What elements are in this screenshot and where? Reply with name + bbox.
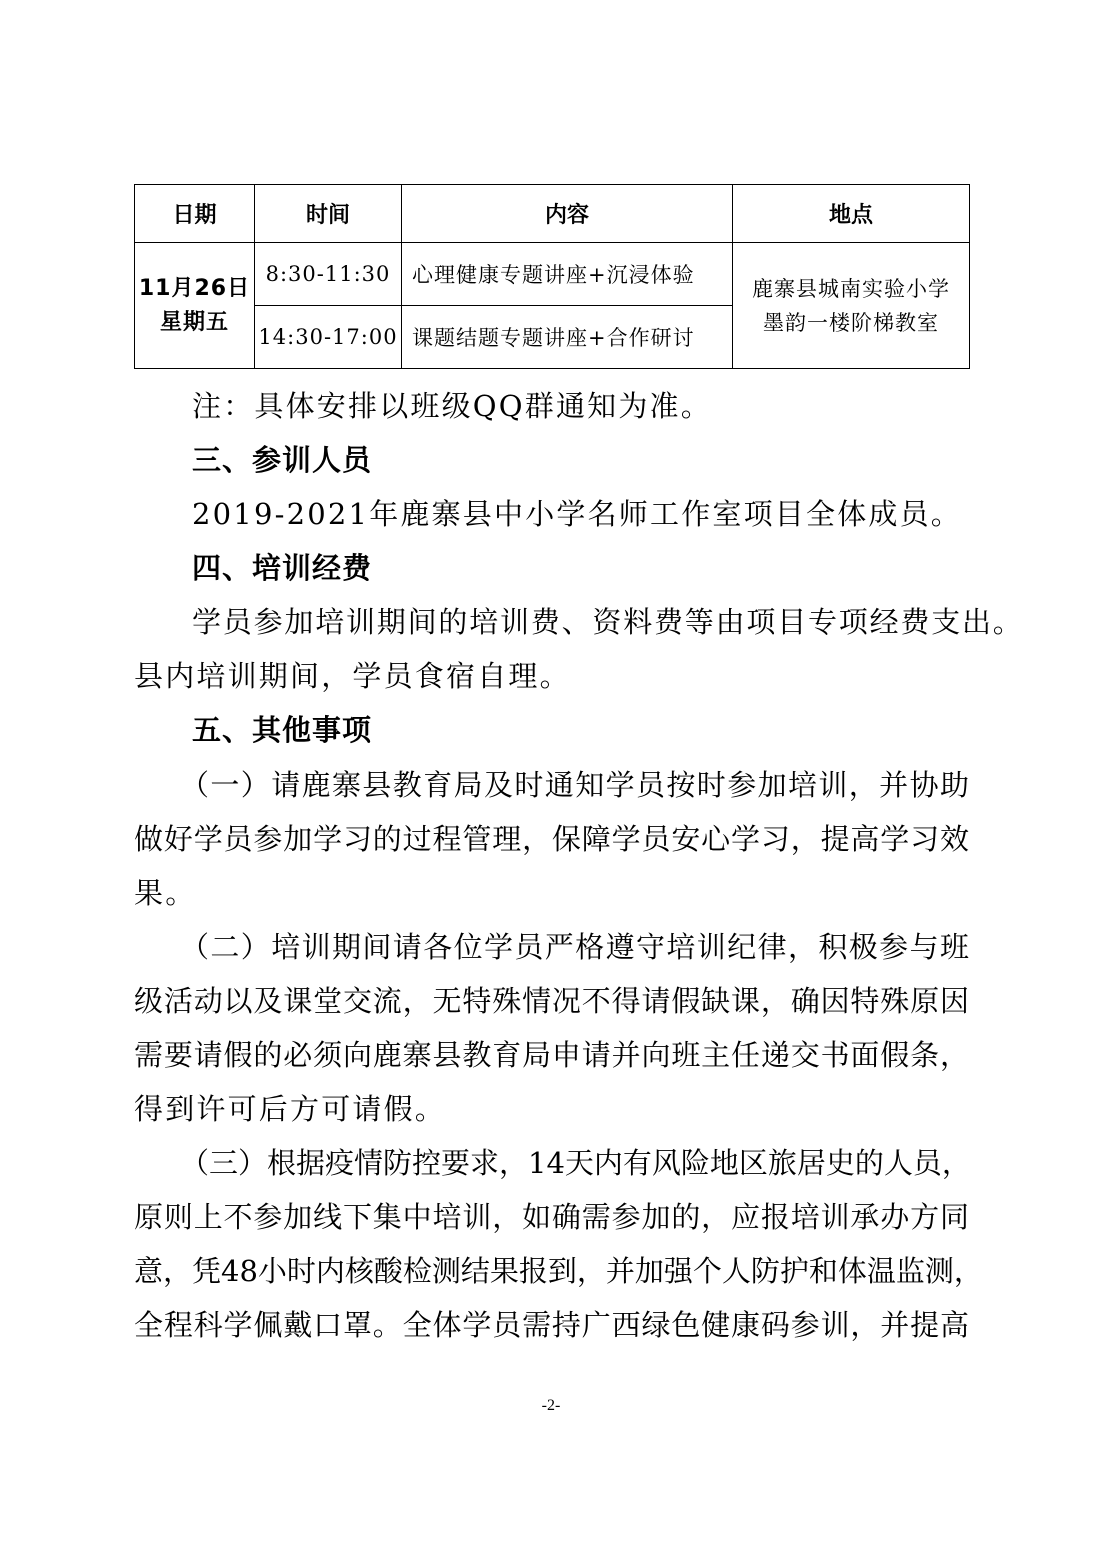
header-time: 时间 [255, 185, 402, 243]
header-date: 日期 [135, 185, 255, 243]
paragraph-line: 果。 [134, 876, 197, 910]
schedule-table [134, 184, 970, 369]
time-cell: 8:30-11:30 [255, 243, 402, 306]
time-cell: 14:30-17:00 [255, 306, 402, 369]
date-cell [135, 243, 255, 369]
location-line: 鹿寨县城南实验小学 [752, 276, 950, 301]
paragraph-line: 得到许可后方可请假。 [134, 1092, 447, 1126]
section-heading: 三、参训人员 [192, 443, 373, 477]
paragraph-line: 县内培训期间，学员食宿自理。 [134, 659, 571, 693]
paragraph-line: （一）请鹿寨县教育局及时通知学员按时参加培训，并协助 [180, 768, 969, 802]
paragraph-line: 2019-2021年鹿寨县中小学名师工作室项目全体成员。 [192, 497, 963, 531]
paragraph-line: 级活动以及课堂交流，无特殊情况不得请假缺课，确因特殊原因 [134, 984, 969, 1018]
weekday-value: 星期五 [159, 309, 229, 335]
paragraph-line: 原则上不参加线下集中培训，如确需参加的，应报培训承办方同 [134, 1200, 969, 1234]
paragraph-line: 做好学员参加学习的过程管理，保障学员安心学习，提高学习效 [134, 822, 969, 856]
section-heading: 五、其他事项 [192, 713, 373, 747]
location-cell [733, 243, 970, 369]
section-heading: 四、培训经费 [192, 551, 373, 585]
table-note: 注：具体安排以班级QQ群通知为准。 [192, 389, 712, 423]
location-line: 墨韵一楼阶梯教室 [763, 310, 939, 335]
date-value: 11月26日 [138, 275, 251, 301]
table-header-row [135, 185, 970, 243]
header-content: 内容 [402, 185, 733, 243]
content-cell: 课题结题专题讲座+合作研讨 [402, 306, 733, 369]
paragraph-line: 全程科学佩戴口罩。全体学员需持广西绿色健康码参训，并提高 [134, 1308, 969, 1342]
paragraph-line: 学员参加培训期间的培训费、资料费等由项目专项经费支出。 [192, 605, 1024, 639]
paragraph-line: 意，凭48小时内核酸检测结果报到，并加强个人防护和体温监测， [134, 1254, 983, 1288]
table-row [135, 243, 970, 306]
paragraph-line: （三）根据疫情防控要求，14天内有风险地区旅居史的人员， [180, 1146, 971, 1180]
paragraph-line: 需要请假的必须向鹿寨县教育局申请并向班主任递交书面假条， [134, 1038, 969, 1072]
content-cell: 心理健康专题讲座+沉浸体验 [402, 243, 733, 306]
page-number: -2- [541, 1397, 561, 1414]
header-location: 地点 [733, 185, 970, 243]
paragraph-line: （二）培训期间请各位学员严格遵守培训纪律，积极参与班 [180, 930, 969, 964]
